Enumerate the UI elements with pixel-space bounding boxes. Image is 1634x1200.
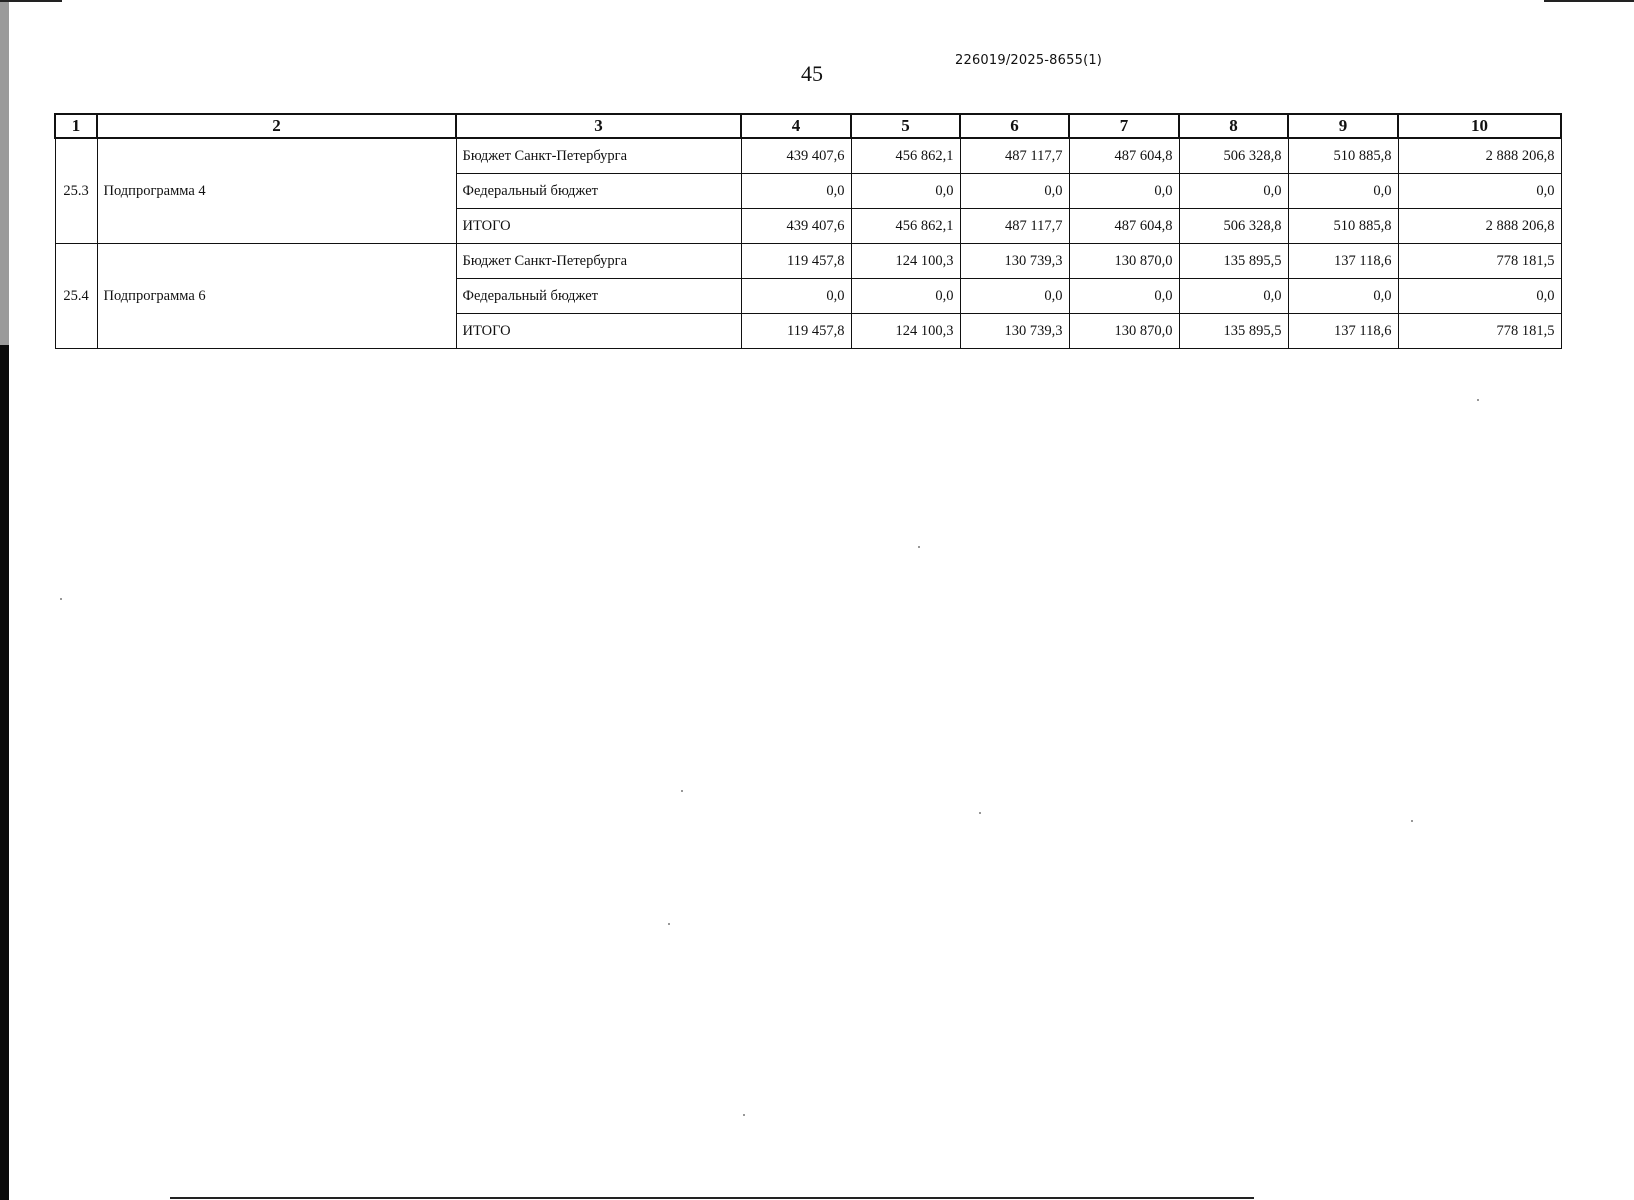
total-cell: 0,0 <box>1398 279 1561 314</box>
value-cell: 0,0 <box>1288 279 1398 314</box>
value-cell: 130 739,3 <box>960 244 1069 279</box>
value-cell: 439 407,6 <box>741 138 851 174</box>
value-cell: 487 117,7 <box>960 209 1069 244</box>
column-number: 8 <box>1179 114 1288 138</box>
scan-edge-top-right <box>1544 0 1634 2</box>
value-cell: 0,0 <box>960 174 1069 209</box>
value-cell: 510 885,8 <box>1288 209 1398 244</box>
column-number: 9 <box>1288 114 1398 138</box>
footer-rule <box>170 1197 1254 1199</box>
column-number-row <box>55 114 1561 138</box>
budget-table <box>54 113 1562 349</box>
column-number: 10 <box>1398 114 1561 138</box>
value-cell: 487 604,8 <box>1069 209 1179 244</box>
funding-source: ИТОГО <box>456 314 741 349</box>
column-number: 3 <box>456 114 741 138</box>
table-row <box>55 138 1561 174</box>
value-cell: 0,0 <box>1288 174 1398 209</box>
value-cell: 0,0 <box>960 279 1069 314</box>
value-cell: 130 870,0 <box>1069 314 1179 349</box>
scan-edge-left-light <box>0 0 9 345</box>
value-cell: 0,0 <box>851 279 960 314</box>
value-cell: 124 100,3 <box>851 244 960 279</box>
page-number: 45 <box>801 61 823 86</box>
column-number: 2 <box>97 114 456 138</box>
value-cell: 130 739,3 <box>960 314 1069 349</box>
scan-speck <box>681 790 683 792</box>
total-cell: 778 181,5 <box>1398 244 1561 279</box>
value-cell: 119 457,8 <box>741 244 851 279</box>
item-code: 25.4 <box>55 244 97 349</box>
value-cell: 137 118,6 <box>1288 314 1398 349</box>
value-cell: 506 328,8 <box>1179 138 1288 174</box>
value-cell: 135 895,5 <box>1179 314 1288 349</box>
value-cell: 135 895,5 <box>1179 244 1288 279</box>
value-cell: 124 100,3 <box>851 314 960 349</box>
value-cell: 137 118,6 <box>1288 244 1398 279</box>
value-cell: 456 862,1 <box>851 138 960 174</box>
funding-source: Бюджет Санкт-Петербурга <box>456 138 741 174</box>
funding-source: ИТОГО <box>456 209 741 244</box>
column-number: 7 <box>1069 114 1179 138</box>
scan-speck <box>60 598 62 600</box>
table-row <box>55 244 1561 279</box>
value-cell: 510 885,8 <box>1288 138 1398 174</box>
scan-speck <box>668 923 670 925</box>
column-number: 5 <box>851 114 960 138</box>
value-cell: 487 604,8 <box>1069 138 1179 174</box>
funding-source: Бюджет Санкт-Петербурга <box>456 244 741 279</box>
scan-speck <box>979 812 981 814</box>
funding-source: Федеральный бюджет <box>456 174 741 209</box>
value-cell: 130 870,0 <box>1069 244 1179 279</box>
scan-speck <box>1411 820 1413 822</box>
registration-number: 226019/2025-8655(1) <box>955 53 1103 68</box>
total-cell: 2 888 206,8 <box>1398 138 1561 174</box>
value-cell: 439 407,6 <box>741 209 851 244</box>
column-number: 4 <box>741 114 851 138</box>
scan-edge-top-left <box>0 0 62 2</box>
subprogram-name: Подпрограмма 4 <box>97 138 456 244</box>
column-number: 6 <box>960 114 1069 138</box>
total-cell: 0,0 <box>1398 174 1561 209</box>
value-cell: 0,0 <box>851 174 960 209</box>
column-number: 1 <box>55 114 97 138</box>
value-cell: 0,0 <box>1069 174 1179 209</box>
item-code: 25.3 <box>55 138 97 244</box>
value-cell: 456 862,1 <box>851 209 960 244</box>
value-cell: 487 117,7 <box>960 138 1069 174</box>
total-cell: 778 181,5 <box>1398 314 1561 349</box>
total-cell: 2 888 206,8 <box>1398 209 1561 244</box>
funding-source: Федеральный бюджет <box>456 279 741 314</box>
value-cell: 0,0 <box>741 279 851 314</box>
value-cell: 0,0 <box>1179 279 1288 314</box>
value-cell: 119 457,8 <box>741 314 851 349</box>
value-cell: 506 328,8 <box>1179 209 1288 244</box>
value-cell: 0,0 <box>741 174 851 209</box>
scan-speck <box>743 1114 745 1116</box>
subprogram-name: Подпрограмма 6 <box>97 244 456 349</box>
value-cell: 0,0 <box>1179 174 1288 209</box>
scan-speck <box>1477 399 1479 401</box>
scan-speck <box>918 546 920 548</box>
value-cell: 0,0 <box>1069 279 1179 314</box>
